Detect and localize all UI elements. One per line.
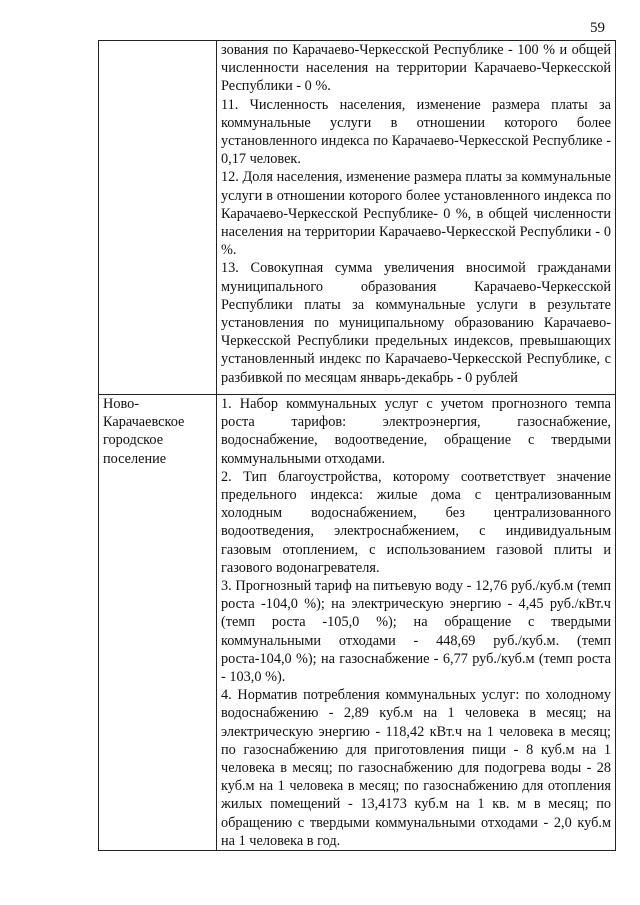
municipality-cell	[99, 41, 217, 395]
indicators-cell	[217, 41, 616, 395]
paragraph: зования по Карачаево-Черкесской Республике - 100 % и общей численности населения на территории Карачаево-Черкесской Республики - 0 %.	[221, 42, 611, 95]
indicators-cell	[217, 395, 616, 851]
paragraph: 4. Норматив потребления коммунальных услуг: по холодному водоснабжению - 2,89 куб.м на 1 человека в месяц; на электрическую энергию - 118,42 кВт.ч на 1 человека в месяц; по газоснабжению для приготовления пищи - 8 куб.м на 1 человека в месяц; по газоснабжению для подогрева воды - 28 куб.м на 1 человека в месяц; по газоснабжению для отопления жилых помещений - 13,4173 куб.м на 1 кв. м в месяц; по обращению с твердыми коммунальными отходами - 2,0 куб.м на 1 человека в год.	[221, 687, 611, 849]
table-row	[99, 395, 616, 851]
paragraph: 2. Тип благоустройства, которому соответствует значение предельного индекса: жилые дома с централизованным холодным водоснабжением, без централизованного водоотведения, электроснабжением, с индивидуальным газовым отоплением, с использованием газовой плиты и газового водонагревателя.	[221, 468, 611, 576]
paragraph: 13. Совокупная сумма увеличения вносимой гражданами муниципального образования Карачаево-Черкесской Республики платы за коммунальные услуги в результате установления по муниципальному образованию Карачаево-Черкесской Республики предельных индексов, превышающих установленный индекс по Карачаево-Черкесской Республике, с разбивкой по месяцам январь-декабрь - 0 рублей	[221, 260, 611, 386]
table-row	[99, 41, 616, 395]
municipality-name: Ново-Карачаевское городское поселение	[103, 396, 185, 467]
paragraph: 11. Численность населения, изменение размера платы за коммунальные услуги в отношении которого более установленного индекса по Карачаево-Черкесской Республике - 0,17 человек.	[221, 96, 611, 168]
page-number: 59	[590, 20, 605, 36]
paragraph: 3. Прогнозный тариф на питьевую воду - 12,76 руб./куб.м (темп роста -104,0 %); на электрическую энергию - 4,45 руб./кВт.ч (темп роста -105,0 %); на обращение с твердыми коммунальными отходами - 448,69 руб./куб.м. (темп роста-104,0 %); на газоснабжение - 6,77 руб./куб.м (темп роста - 103,0 %).	[221, 578, 611, 686]
indicators-table	[98, 40, 616, 851]
paragraph: 12. Доля населения, изменение размера платы за коммунальные услуги в отношении которого более установленного индекса по Карачаево-Черкесской Республике- 0 %, в общей численности населения на территории Карачаево-Черкесской Республики - 0 %.	[221, 169, 611, 259]
paragraph: 1. Набор коммунальных услуг с учетом прогнозного темпа роста тарифов: электроэнергия, газоснабжение, водоснабжение, водоотведение, обращение с твердыми коммунальными отходами.	[221, 396, 611, 467]
municipality-cell	[99, 395, 217, 851]
